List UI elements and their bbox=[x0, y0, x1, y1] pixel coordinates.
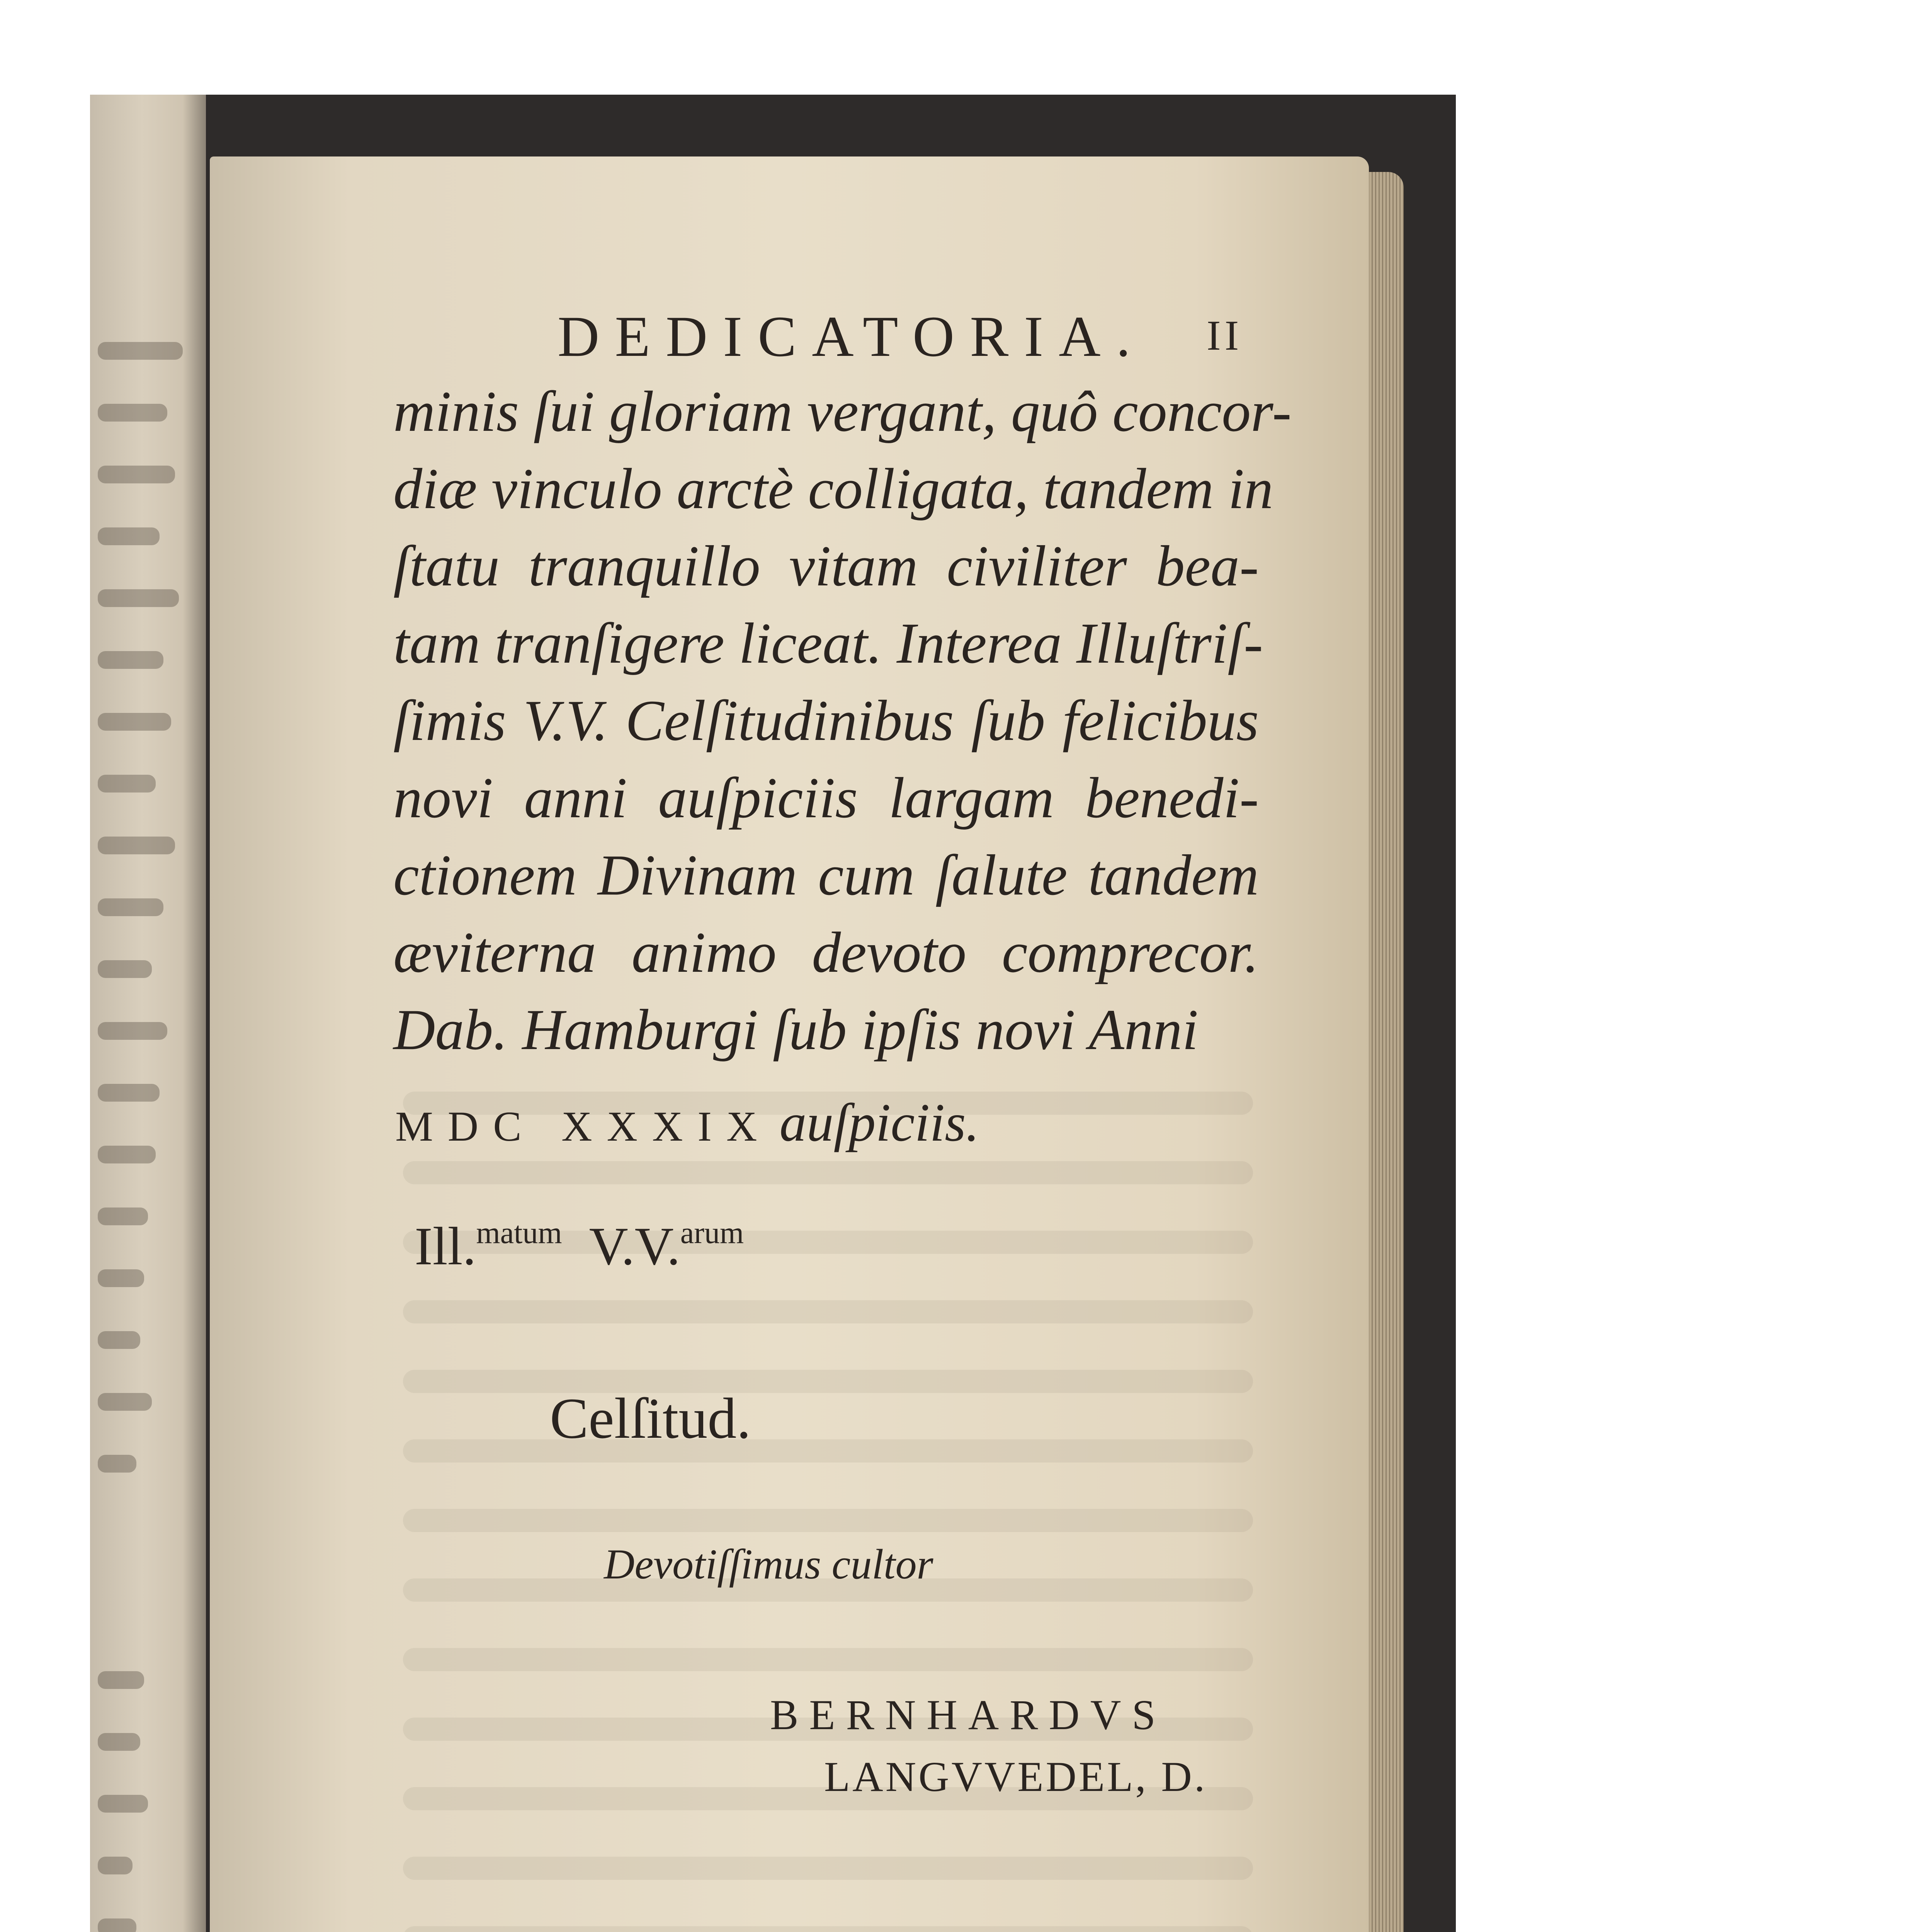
book-page bbox=[210, 156, 1369, 1932]
salutation-vv: V.V. bbox=[589, 1216, 680, 1276]
celsitud-line: Celſitud. bbox=[550, 1386, 751, 1451]
body-line: ſimis V.V. Celſitudinibus ſub felicibus bbox=[393, 689, 1259, 753]
body-line: novi anni auſpiciis largam benedi- bbox=[393, 766, 1259, 830]
salutation-ill-sup: matum bbox=[476, 1216, 562, 1250]
salutation-ill: Ill. bbox=[415, 1216, 476, 1276]
scan-image bbox=[90, 95, 1456, 1932]
body-line: tam tranſigere liceat. Interea Illuſtriſ- bbox=[393, 611, 1263, 675]
date-line bbox=[395, 1092, 979, 1154]
body-line: æviterna animo devoto comprecor. bbox=[393, 920, 1259, 985]
date-roman-numeral: MDC XXXIX bbox=[395, 1103, 772, 1150]
facing-page-edge bbox=[90, 95, 206, 1932]
body-line: diæ vinculo arctè colligata, tandem in bbox=[393, 457, 1273, 521]
body-line: ctionem Divinam cum ſalute tandem bbox=[393, 843, 1259, 907]
signature-surname: LANGVVEDEL, D. bbox=[824, 1753, 1207, 1800]
body-line: Dab. Hamburgi ſub ipſis novi Anni bbox=[393, 998, 1199, 1062]
signature-name: BERNHARDVS bbox=[770, 1691, 1166, 1738]
running-head bbox=[558, 303, 1350, 370]
date-closing-word: auſpiciis. bbox=[779, 1093, 979, 1153]
body-line: minis ſui gloriam vergant, quô concor- bbox=[393, 379, 1292, 444]
body-line: ſtatu tranquillo vitam civiliter bea- bbox=[393, 534, 1259, 598]
dedication-body bbox=[393, 373, 1292, 1068]
salutation-vv-sup: arum bbox=[680, 1216, 744, 1250]
devotissimus-cultor: Devotiſſimus cultor bbox=[604, 1541, 933, 1588]
page-number: II bbox=[1207, 312, 1243, 359]
running-head-title: DEDICATORIA. bbox=[558, 304, 1146, 369]
salutation bbox=[415, 1215, 744, 1277]
